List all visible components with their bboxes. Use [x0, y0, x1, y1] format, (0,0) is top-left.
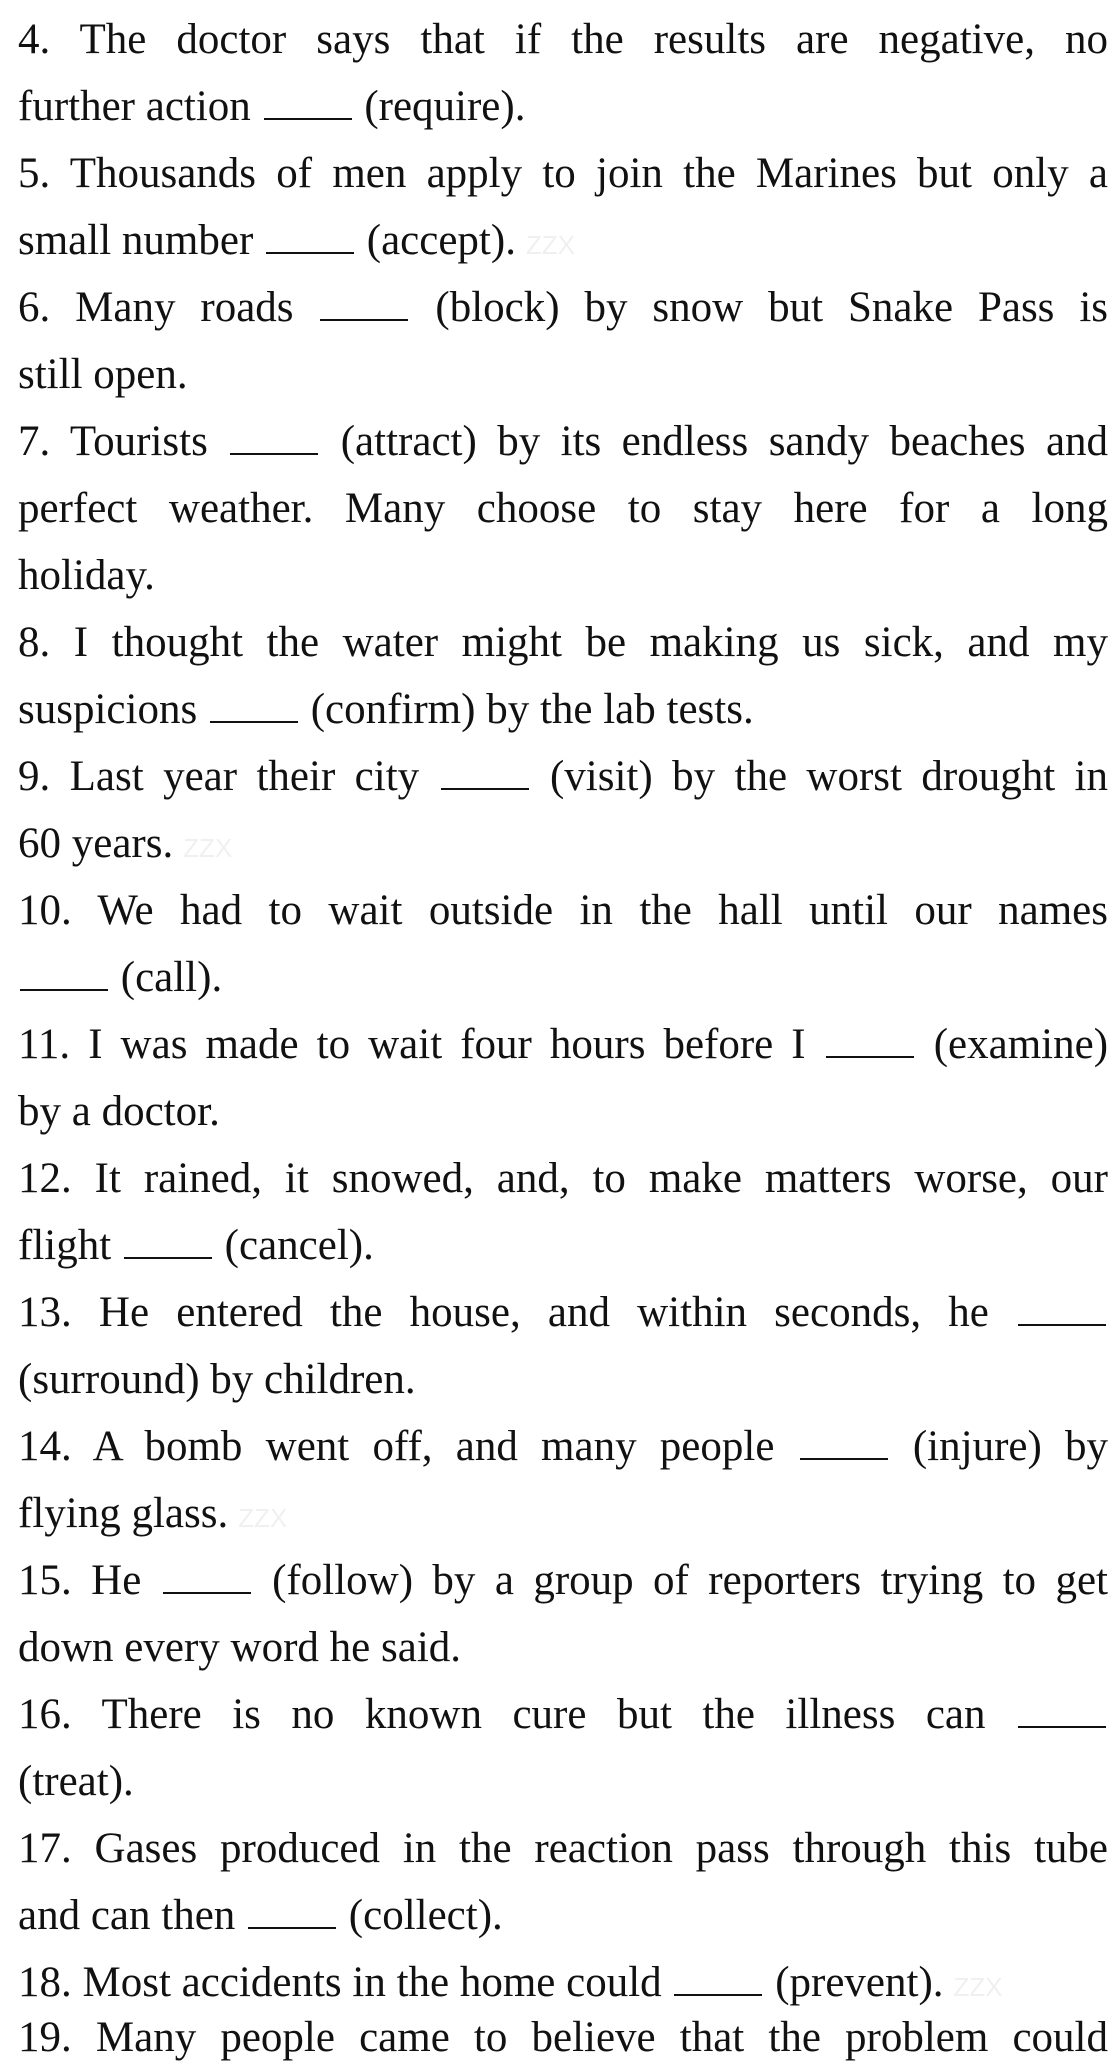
watermark: ZZX	[238, 1503, 288, 1533]
question-text: Last year their city	[69, 753, 420, 800]
question-text: Gases produced in the reaction pass through this tube	[94, 1825, 1108, 1872]
question-number: 18.	[18, 1959, 72, 2006]
question-text: further action	[18, 83, 251, 130]
question-number: 6.	[18, 284, 51, 331]
answer-blank[interactable]	[20, 957, 108, 991]
answer-blank[interactable]	[264, 86, 352, 120]
answer-blank[interactable]	[441, 756, 529, 790]
question-17	[18, 1815, 1108, 1949]
answer-blank[interactable]	[800, 1426, 888, 1460]
question-text: (follow) by a group of reporters trying to get	[272, 1557, 1108, 1604]
question-5	[18, 140, 1108, 279]
question-text: flight	[18, 1222, 112, 1269]
verb-hint: (treat).	[18, 1758, 134, 1805]
question-text: 60 years.	[18, 820, 174, 867]
question-text: Many roads	[75, 284, 294, 331]
question-text: The doctor says that if the results are negative, no	[79, 16, 1108, 63]
question-text: holiday.	[18, 552, 155, 599]
question-number: 13.	[18, 1289, 72, 1336]
question-text: and can then	[18, 1892, 236, 1939]
question-number: 8.	[18, 619, 51, 666]
question-text: It rained, it snowed, and, to make matters worse, our	[94, 1155, 1108, 1202]
answer-blank[interactable]	[210, 689, 298, 723]
question-text: He	[91, 1557, 142, 1604]
question-6	[18, 274, 1108, 408]
watermark: ZZX	[953, 1972, 1003, 2002]
question-text: A bomb went off, and many people	[92, 1423, 775, 1470]
question-number: 19.	[18, 2014, 72, 2061]
question-number: 4.	[18, 16, 51, 63]
question-text: We had to wait outside in the hall until our names	[97, 887, 1108, 934]
answer-blank[interactable]	[163, 1560, 251, 1594]
question-text: (block) by snow but Snake Pass is	[435, 284, 1108, 331]
question-text: Tourists	[69, 418, 208, 465]
answer-blank[interactable]	[266, 220, 354, 254]
question-number: 11.	[18, 1021, 71, 1068]
question-8	[18, 609, 1108, 743]
question-text: perfect weather. Many choose to stay here for a long	[18, 485, 1108, 532]
verb-hint: (prevent).	[775, 1959, 944, 2006]
verb-hint: (cancel).	[224, 1222, 374, 1269]
question-number: 7.	[18, 418, 51, 465]
question-text: He entered the house, and within seconds, he	[98, 1289, 989, 1336]
question-9	[18, 743, 1108, 882]
question-text: (injure) by	[912, 1423, 1108, 1470]
question-7	[18, 408, 1108, 609]
answer-blank[interactable]	[320, 287, 408, 321]
question-text: small number	[18, 217, 254, 264]
question-16	[18, 1681, 1108, 1815]
answer-blank[interactable]	[230, 421, 318, 455]
watermark: ZZX	[525, 230, 576, 260]
answer-blank[interactable]	[826, 1024, 914, 1058]
question-11	[18, 1011, 1108, 1145]
question-text: (surround) by children.	[18, 1356, 416, 1403]
verb-hint: (accept).	[366, 217, 516, 264]
answer-blank[interactable]	[1018, 1694, 1106, 1728]
verb-hint: (examine)	[933, 1021, 1108, 1068]
watermark: ZZX	[183, 833, 233, 863]
question-19	[18, 2004, 1108, 2071]
question-number: 5.	[18, 150, 51, 197]
question-15	[18, 1547, 1108, 1681]
question-text: Most accidents in the home could	[82, 1959, 662, 2006]
question-number: 12.	[18, 1155, 72, 1202]
question-text: I was made to wait four hours before I	[88, 1021, 806, 1068]
question-12	[18, 1145, 1108, 1279]
answer-blank[interactable]	[124, 1225, 212, 1259]
question-text: I thought the water might be making us sick, and my	[73, 619, 1108, 666]
verb-hint: (require).	[364, 83, 526, 130]
question-14	[18, 1413, 1108, 1552]
question-13	[18, 1279, 1108, 1413]
question-text: suspicions	[18, 686, 198, 733]
verb-hint: (call).	[120, 954, 223, 1001]
question-text: Thousands of men apply to join the Marines but only a	[69, 150, 1108, 197]
question-text: (visit) by the worst drought in	[549, 753, 1108, 800]
question-text: still open.	[18, 351, 188, 398]
question-4	[18, 6, 1108, 140]
question-number: 9.	[18, 753, 51, 800]
question-number: 10.	[18, 887, 72, 934]
question-number: 14.	[18, 1423, 72, 1470]
question-number: 17.	[18, 1825, 72, 1872]
question-text: There is no known cure but the illness can	[101, 1691, 986, 1738]
verb-hint: (confirm) by the lab tests.	[310, 686, 754, 733]
answer-blank[interactable]	[674, 1962, 762, 1996]
question-text: flying glass.	[18, 1490, 229, 1537]
question-number: 16.	[18, 1691, 72, 1738]
question-number: 15.	[18, 1557, 72, 1604]
answer-blank[interactable]	[248, 1895, 336, 1929]
question-text: Many people came to believe that the problem could	[95, 2014, 1108, 2061]
question-10	[18, 877, 1108, 1011]
question-text: (attract) by its endless sandy beaches and	[340, 418, 1108, 465]
question-text: down every word he said.	[18, 1624, 462, 1671]
verb-hint: (collect).	[348, 1892, 503, 1939]
question-text: by a doctor.	[18, 1088, 220, 1135]
answer-blank[interactable]	[1018, 1292, 1106, 1326]
